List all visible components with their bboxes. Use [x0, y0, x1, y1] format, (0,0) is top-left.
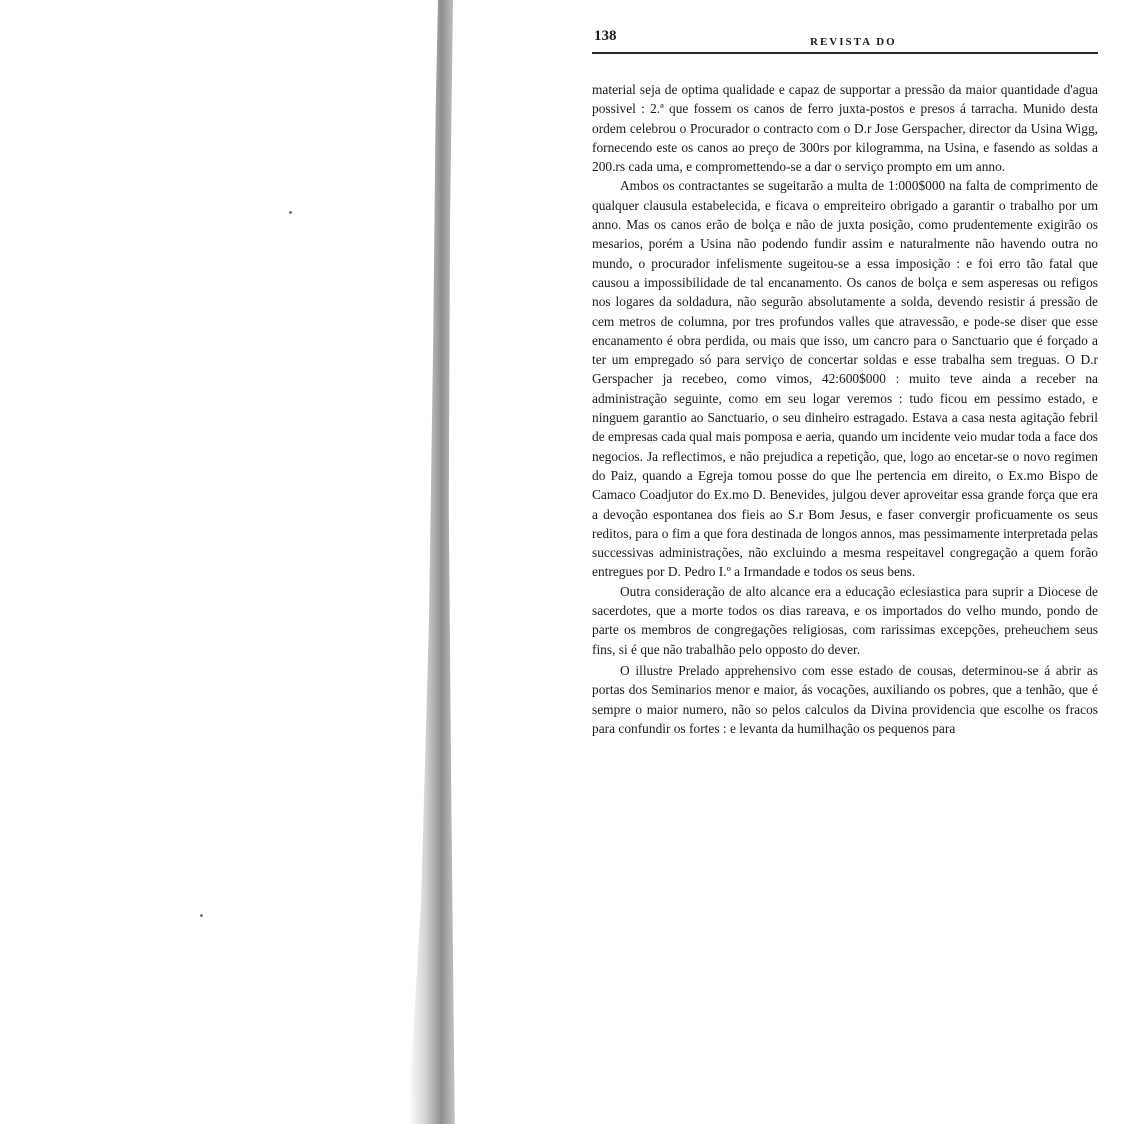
paragraph: Outra consideração de alto alcance era a educação eclesiastica para suprir a Diocese de sacerdotes, que a morte todos os dias rareava, e os importados do velho mundo, pondo de parte os membros de congregações religiosas, com rarissimas excepções, preheuchem seus fins, si é que não trabalhão pelo opposto do dever. [592, 583, 1098, 657]
scan-speck [200, 914, 203, 917]
paragraph: O illustre Prelado apprehensivo com esse estado de cousas, determinou-se á abrir as portas dos Seminarios menor e maior, ás vocações, auxiliando os pobres, que a tenhão, que é sempre o maior numero, não so pelos calculos da Divina providencia que escolhe os fracos para confundir os fortes : e levanta da humilhação os pequenos para [592, 662, 1098, 736]
book-page [592, 22, 1098, 738]
body-text [592, 80, 1098, 738]
scan-speck [289, 211, 292, 214]
book-gutter-shadow [408, 0, 468, 1124]
page-number: 138 [594, 28, 617, 44]
running-head: REVISTA DO [810, 36, 897, 48]
paragraph: Ambos os contractantes se sugeitarão a multa de 1:000$000 na falta de comprimento de qualquer clausula estabelecida, e ficava o empreiteiro obrigado a garantir o trabalho por um anno. Mas os canos erão de bolça e não de juxta posição, como prudentemente exigirão os mesarios, porém a Usina não podendo fundir assim e naturalmente não havendo outra no mundo, o procurador infelismente sugeitou-se a essa imposição : e foi erro tão fatal que causou a impossibilidade de tal encanamento. Os canos de bolça e sem asperesas ou refigos nos logares da soldadura, não segurão absolutamente a solda, devendo resistir á pressão de cem metros de columna, por tres profundos valles que atravessão, e pode-se diser que esse encanamento é obra perdida, ou mais que isso, um cancro para o Sanctuario que é forçado a ter um empregado só para serviço de concertar soldas e esse trabalha sem treguas. O D.r Gerspacher ja recebeo, como vimos, 42:600$000 : muito teve ainda a receber na administração seguinte, como em seu logar veremos : tudo ficou em pessimo estado, e ninguem garantio ao Sanctuario, o seu dinheiro estragado. Estava a casa nesta agitação febril de empresas cada qual mais pomposa e aeria, quando um incidente veio mudar toda a face dos negocios. Ja reflectimos, e não prejudica a repetição, que, logo ao encetar-se o novo regimen do Paiz, quando a Egreja tomou posse do que lhe pertencia em direito, o Ex.mo Bispo de Camaco Coadjutor do Ex.mo D. Benevides, julgou dever aproveitar essa grande força que era a devoção espontanea dos fieis ao S.r Bom Jesus, e faser convergir proficuamente os seus reditos, para o fim a que fora destinada de longos annos, mas pessimamente interpretada pelas successivas administrações, não excluindo a mesma respeitavel congregação a quem forão entregues por D. Pedro I.º a Irmandade e todos os seus bens. [592, 178, 1098, 580]
page-header [592, 22, 1098, 54]
paragraph: material seja de optima qualidade e capaz de supportar a pressão da maior quantidade d'agua possivel : 2.ª que fossem os canos de ferro juxta-postos e presos á tarracha. Munido desta ordem celebrou o Procurador o contracto com o D.r Jose Gerspacher, director da Usina Wigg, fornecendo este os canos ao preço de 300rs por kilogramma, na Usina, e fasendo as soldas a 200.rs cada uma, e compromettendo-se a dar o serviço prompto em um anno. [592, 82, 1098, 175]
